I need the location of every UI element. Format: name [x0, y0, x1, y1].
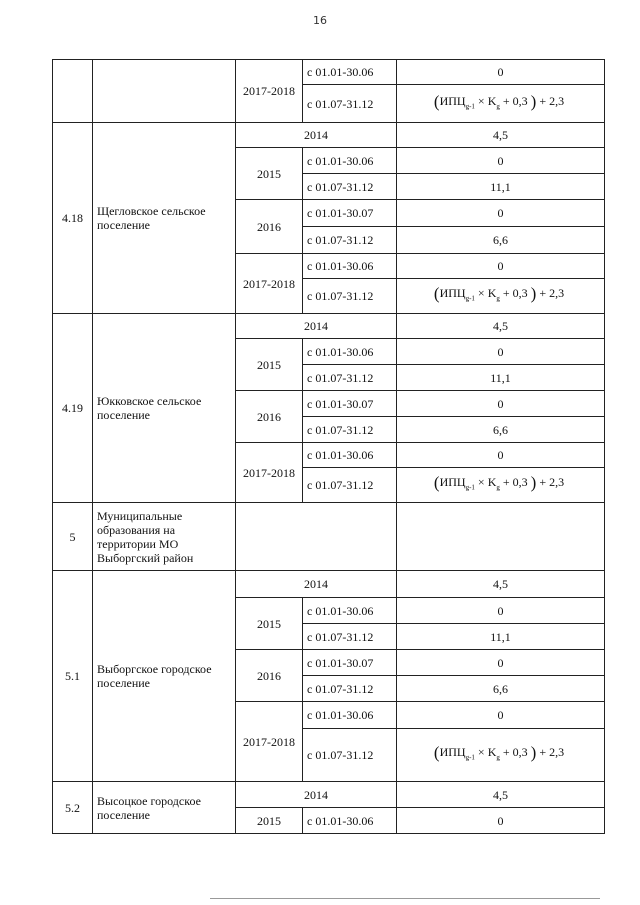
formula — [433, 473, 567, 493]
value-cell: 0 — [397, 808, 605, 834]
period-cell: с 01.01-30.06 — [303, 598, 397, 624]
formula-part: ) — [530, 91, 537, 111]
formula-part: + 2,3 — [539, 93, 565, 108]
period-cell: с 01.01-30.06 — [303, 148, 397, 174]
formula-part: ) — [530, 284, 537, 304]
formula-part: ( — [433, 91, 440, 111]
formula-part: ИПЦ — [439, 286, 466, 301]
period-cell: с 01.01-30.06 — [303, 254, 397, 279]
empty-cell — [397, 503, 605, 571]
value-cell: 0 — [397, 60, 605, 85]
year-cell: 2014 — [236, 571, 397, 598]
row-name-cell — [93, 60, 236, 123]
formula-part: g — [496, 753, 500, 762]
formula-part: ) — [530, 743, 537, 763]
formula-part: + 2,3 — [539, 286, 565, 301]
value-cell: 4,5 — [397, 314, 605, 339]
value-cell: 4,5 — [397, 123, 605, 148]
formula-part: × — [477, 93, 485, 108]
value-cell: 0 — [397, 339, 605, 365]
formula-part: K — [487, 286, 497, 301]
value-cell: 0 — [397, 254, 605, 279]
value-cell: 0 — [397, 598, 605, 624]
period-cell: с 01.07-31.12 — [303, 227, 397, 254]
formula-part: + 2,3 — [539, 745, 565, 760]
period-cell: с 01.01-30.06 — [303, 443, 397, 468]
period-cell: с 01.07-31.12 — [303, 417, 397, 443]
formula-part: × — [477, 475, 485, 490]
formula-part: ИПЦ — [439, 745, 466, 760]
period-cell: с 01.01-30.06 — [303, 808, 397, 834]
formula-part: + 2,3 — [539, 475, 565, 490]
formula-part: g — [496, 102, 500, 111]
year-cell: 2015 — [236, 339, 303, 391]
year-cell: 2016 — [236, 200, 303, 254]
year-cell: 2017-2018 — [236, 254, 303, 314]
period-cell: с 01.07-31.12 — [303, 174, 397, 200]
year-cell: 2016 — [236, 650, 303, 702]
row-number-cell: 4.18 — [53, 123, 93, 314]
value-cell: 0 — [397, 200, 605, 227]
table-row — [53, 123, 605, 148]
formula-part: ИПЦ — [439, 93, 466, 108]
period-cell: с 01.07-31.12 — [303, 365, 397, 391]
formula — [433, 91, 567, 111]
value-cell: 11,1 — [397, 365, 605, 391]
formula-part: × — [477, 286, 485, 301]
formula-part: ( — [433, 284, 440, 304]
period-cell: с 01.01-30.07 — [303, 650, 397, 676]
value-cell: 6,6 — [397, 227, 605, 254]
period-cell: с 01.01-30.06 — [303, 339, 397, 365]
formula-part: g-1 — [465, 294, 475, 303]
period-cell: с 01.07-31.12 — [303, 729, 397, 782]
formula-cell — [397, 729, 605, 782]
value-cell: 0 — [397, 702, 605, 729]
value-cell: 11,1 — [397, 174, 605, 200]
row-name-cell: Щегловское сельское поселение — [93, 123, 236, 314]
period-cell: с 01.01-30.06 — [303, 60, 397, 85]
formula-cell — [397, 85, 605, 123]
row-name-cell: Муниципальные образования на территории МО Выборгский район — [93, 503, 236, 571]
table-row — [53, 503, 605, 571]
year-cell: 2017-2018 — [236, 60, 303, 123]
value-cell: 11,1 — [397, 624, 605, 650]
row-name-cell: Высоцкое городское поселение — [93, 782, 236, 834]
value-cell: 6,6 — [397, 417, 605, 443]
formula-cell — [397, 468, 605, 503]
year-cell: 2015 — [236, 598, 303, 650]
table-row — [53, 60, 605, 85]
year-cell: 2015 — [236, 148, 303, 200]
period-cell: с 01.07-31.12 — [303, 468, 397, 503]
period-cell: с 01.07-31.12 — [303, 85, 397, 123]
formula-part: g — [496, 294, 500, 303]
year-cell: 2015 — [236, 808, 303, 834]
period-cell: с 01.07-31.12 — [303, 279, 397, 314]
value-cell: 0 — [397, 391, 605, 417]
row-number-cell: 4.19 — [53, 314, 93, 503]
year-cell: 2014 — [236, 782, 397, 808]
row-name-cell: Юкковское сельское поселение — [93, 314, 236, 503]
formula-part: g — [496, 483, 500, 492]
formula-part: ( — [433, 473, 440, 493]
formula-part: + 0,3 — [502, 745, 528, 760]
footer-rule — [210, 898, 600, 899]
formula-part: K — [487, 475, 497, 490]
year-cell: 2016 — [236, 391, 303, 443]
formula-part: + 0,3 — [502, 286, 528, 301]
formula-part: × — [477, 745, 485, 760]
value-cell: 0 — [397, 650, 605, 676]
year-cell: 2014 — [236, 314, 397, 339]
formula-part: ) — [530, 473, 537, 493]
formula-part: g-1 — [465, 102, 475, 111]
formula-part: K — [487, 93, 497, 108]
formula-part: g-1 — [465, 483, 475, 492]
period-cell: с 01.01-30.07 — [303, 200, 397, 227]
row-number-cell — [53, 60, 93, 123]
value-cell: 4,5 — [397, 782, 605, 808]
formula — [433, 743, 567, 763]
table-row — [53, 571, 605, 598]
table-row — [53, 314, 605, 339]
year-cell: 2014 — [236, 123, 397, 148]
tariff-table — [52, 59, 605, 834]
row-number-cell: 5 — [53, 503, 93, 571]
formula-part: g-1 — [465, 753, 475, 762]
formula-part: + 0,3 — [502, 475, 528, 490]
value-cell: 0 — [397, 443, 605, 468]
formula — [433, 284, 567, 304]
formula-part: ( — [433, 743, 440, 763]
row-name-cell: Выборгское городское поселение — [93, 571, 236, 782]
value-cell: 6,6 — [397, 676, 605, 702]
row-number-cell: 5.1 — [53, 571, 93, 782]
period-cell: с 01.01-30.06 — [303, 702, 397, 729]
period-cell: с 01.07-31.12 — [303, 676, 397, 702]
formula-part: ИПЦ — [439, 475, 466, 490]
page-number: 16 — [313, 14, 327, 27]
empty-cell — [236, 503, 397, 571]
formula-part: K — [487, 745, 497, 760]
formula-cell — [397, 279, 605, 314]
period-cell: с 01.07-31.12 — [303, 624, 397, 650]
year-cell: 2017-2018 — [236, 702, 303, 782]
period-cell: с 01.01-30.07 — [303, 391, 397, 417]
formula-part: + 0,3 — [502, 93, 528, 108]
year-cell: 2017-2018 — [236, 443, 303, 503]
value-cell: 4,5 — [397, 571, 605, 598]
value-cell: 0 — [397, 148, 605, 174]
table-row — [53, 782, 605, 808]
row-number-cell: 5.2 — [53, 782, 93, 834]
